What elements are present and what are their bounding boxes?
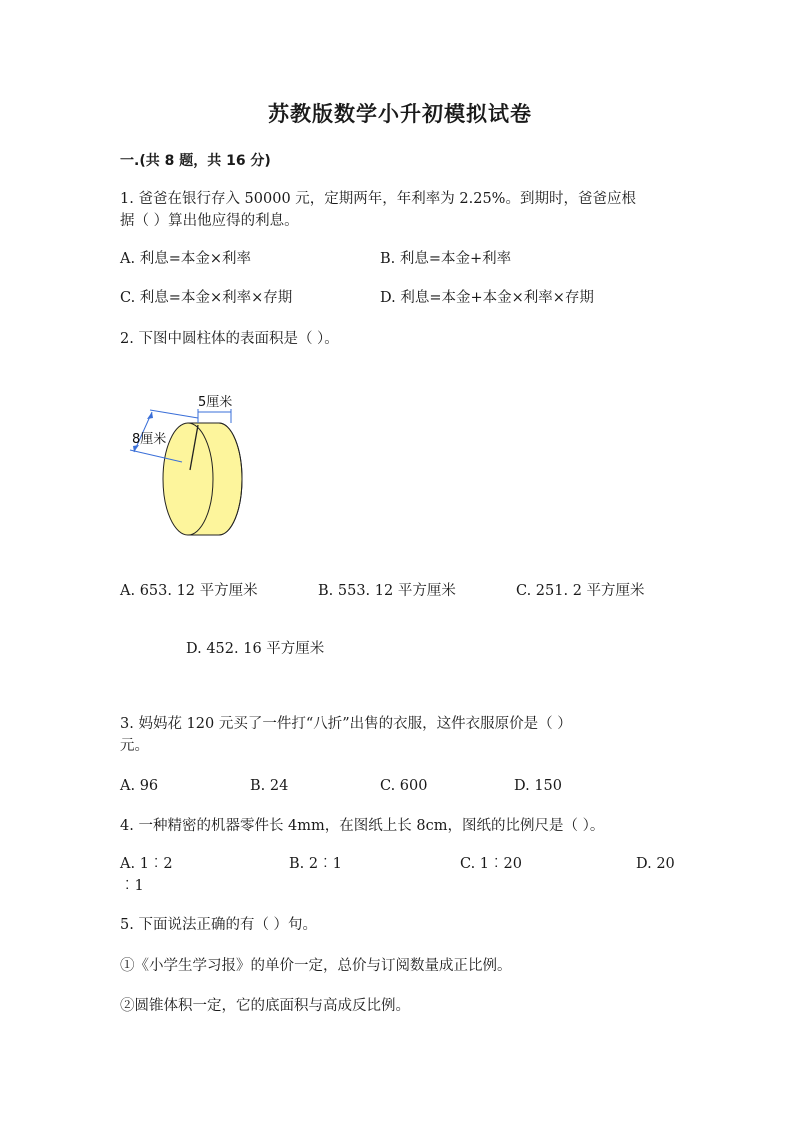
cylinder-front-face — [163, 423, 213, 535]
question-3-option-d: D. 150 — [514, 778, 563, 794]
cylinder-figure — [122, 388, 257, 538]
question-3-option-c: C. 600 — [380, 778, 428, 794]
question-4-option-d: D. 20 — [636, 856, 675, 872]
question-1-stem-line-2: 据（ ）算出他应得的利息。 — [120, 213, 299, 229]
question-2-option-b: B. 553. 12 平方厘米 — [318, 583, 456, 599]
question-3-stem-line-2: 元。 — [120, 738, 149, 754]
question-1-option-d: D. 利息=本金+本金×利率×存期 — [380, 290, 594, 306]
question-2-option-d: D. 452. 16 平方厘米 — [186, 641, 325, 657]
page-title: 苏教版数学小升初模拟试卷 — [268, 102, 532, 126]
question-1-stem-line-1: 1. 爸爸在银行存入 50000 元，定期两年，年利率为 2.25%。到期时，爸爸应根 — [120, 191, 636, 207]
question-3-stem-line-1: 3. 妈妈花 120 元买了一件打“八折”出售的衣服，这件衣服原价是（ ） — [120, 716, 572, 732]
question-5-stem: 5. 下面说法正确的有（ ）句。 — [120, 917, 318, 933]
figure-label-thickness: 5厘米 — [198, 395, 233, 410]
question-3-option-a: A. 96 — [120, 778, 159, 794]
question-1-option-c: C. 利息=本金×利率×存期 — [120, 290, 293, 306]
cylinder-diagram — [122, 388, 257, 538]
question-2-stem: 2. 下图中圆柱体的表面积是（ ）。 — [120, 331, 339, 347]
question-1-option-a: A. 利息=本金×利率 — [120, 251, 251, 267]
question-4-option-d-wrap: ︰1 — [120, 878, 144, 894]
question-2-option-c: C. 251. 2 平方厘米 — [516, 583, 645, 599]
question-4-option-a: A. 1︰2 — [120, 856, 173, 872]
question-1-option-b: B. 利息=本金+利率 — [380, 251, 512, 267]
question-4-stem: 4. 一种精密的机器零件长 4mm，在图纸上长 8cm，图纸的比例尺是（ ）。 — [120, 818, 605, 834]
question-5-statement-2: ②圆锥体积一定，它的底面积与高成反比例。 — [120, 998, 410, 1014]
question-2-option-a: A. 653. 12 平方厘米 — [120, 583, 258, 599]
question-4-option-c: C. 1︰20 — [460, 856, 522, 872]
figure-label-radius: 8厘米 — [132, 432, 167, 447]
question-4-option-b: B. 2︰1 — [289, 856, 342, 872]
question-5-statement-1: ①《小学生学习报》的单价一定，总价与订阅数量成正比例。 — [120, 958, 512, 974]
question-3-option-b: B. 24 — [250, 778, 289, 794]
section-header: 一.(共 8 题，共 16 分) — [120, 153, 271, 169]
